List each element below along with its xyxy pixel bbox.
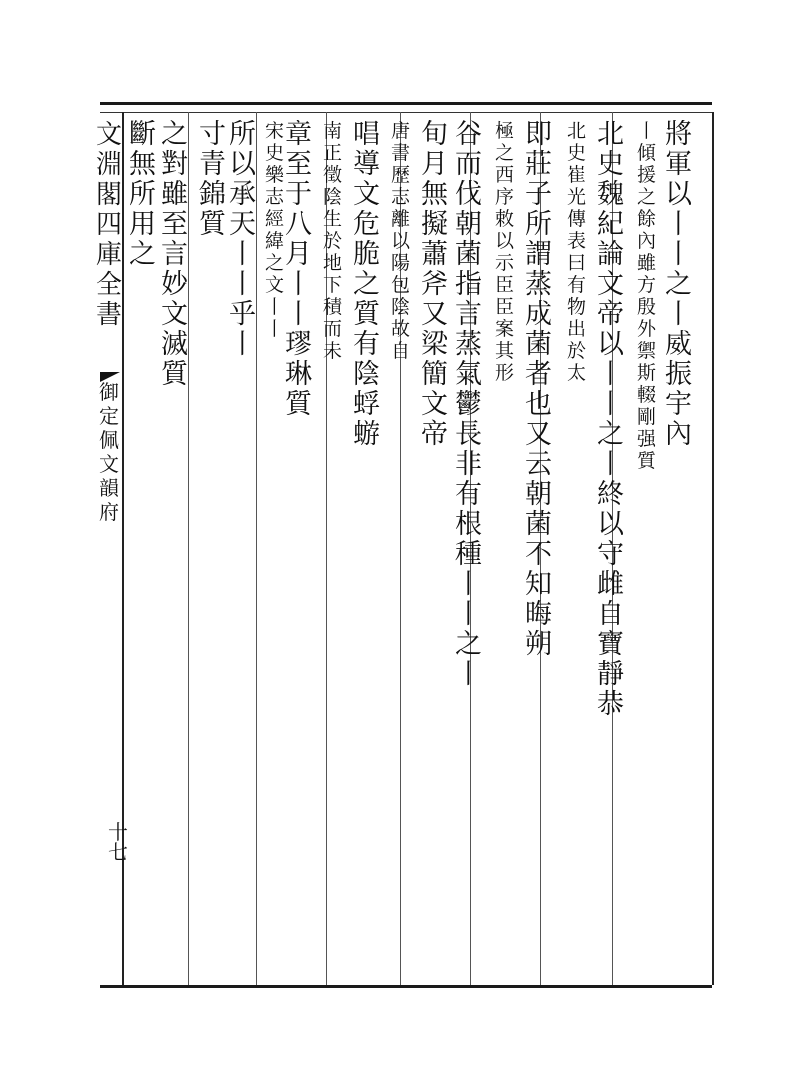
text-column-3: 即莊子所謂蒸成菌者也又云朝菌不知晦朔 [525,120,553,660]
note-column-6: 宋史樂志經緯之文丨丨 [264,120,285,340]
text-column-1: 將軍以丨丨之 丨威振宇內 [665,120,693,450]
note-column-1: 丨傾援之餘內雖方殷外禦斯輟剛强質 [636,120,657,472]
top-inner-rule [100,112,712,113]
side-library-title: 文淵閣四庫全書 [96,120,123,330]
note-column-5: 南正徵陰生於地下積而未 [322,120,343,362]
bottom-border-rule [100,985,712,988]
note-column-4: 唐書歷志離以陽包陰故自 [390,120,411,362]
top-border-rule [100,102,712,105]
text-column-2: 北史魏紀論文帝以丨丨之丨終以守雌自寶靜恭 [597,120,625,720]
text-column-5: 旬月無擬蕭斧又梁簡文帝 [421,120,449,450]
note-column-3: 極之西序敕以示臣臣案其形 [494,120,515,384]
text-column-9: 寸青錦質 [199,120,227,240]
text-column-4: 谷而伐朝菌指言蒸氣鬱長非有根種丨丨之丨 [455,120,483,690]
text-column-11: 斷無所用之 [129,120,157,270]
text-column-8: 所以承天丨丨乎丨 [229,120,257,360]
text-column-10: 之對雖至言妙文滅質 [161,120,189,390]
text-column-7: 章至于八月丨丨璆琳質 [285,120,313,420]
text-column-6: 唱導文危脆之質有陰蜉蝣 [353,120,381,450]
page-number: 十七 [108,820,128,864]
right-border [712,112,714,985]
note-column-2: 北史崔光傳表曰有物出於太 [566,120,587,384]
side-book-title: 御定佩文韻府 [99,380,119,524]
